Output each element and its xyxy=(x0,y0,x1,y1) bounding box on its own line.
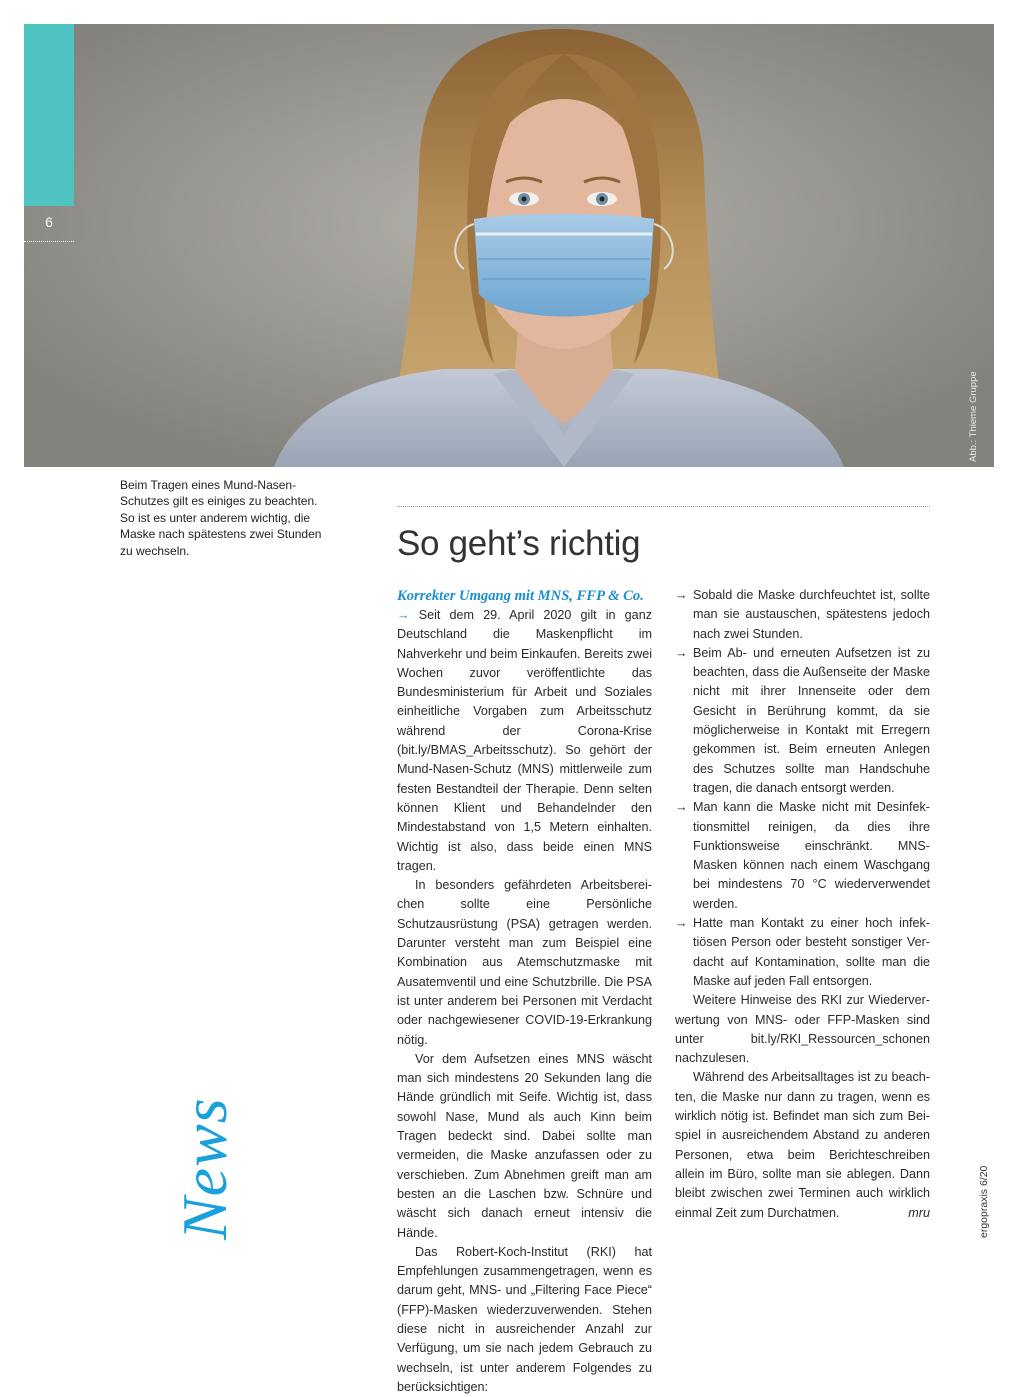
woman-with-mask-illustration xyxy=(24,24,994,467)
accent-tab xyxy=(24,24,74,206)
hero-photo xyxy=(24,24,994,467)
article-paragraph-1 xyxy=(397,606,652,876)
paragraph-6-text: Während des Arbeitsalltages ist zu beachten, die Maske nur dann zu tragen, wenn es wirklich nötig ist. Befindet man sich zum Beispiel in ausreichendem Abstand zu anderen Personen, etwa beim Berichteschreiben allein im Büro, sollte man sie ablegen. Dann bleibt zwischen zwei Terminen auch wirklich einmal Zeit zum Durchatmen. xyxy=(675,1070,930,1220)
page-number-rule xyxy=(24,241,74,242)
paragraph-1-text: Seit dem 29. April 2020 gilt in ganz Deutschland die Maskenpflicht im Nahverkehr und beim Einkaufen. Bereits zwei Wochen zuvor veröffentlichte das Bundesministerium für Arbeit und Soziales einheitliche Vorgaben zum Arbeitsschutz während der Corona-Krise (bit.ly/BMAS_Arbeitsschutz). So gehört der Mund-Nasen-Schutz (MNS) mittlerweile zum festen Bestandteil der Therapie. Denn selten können Klient und Behandelnder den Mindestabstand von 1,5 Metern einhalten. Wichtig ist also, dass beide einen MNS tragen. xyxy=(397,608,652,873)
section-label: News xyxy=(169,1097,240,1240)
article-paragraph-5: Weitere Hinweise des RKI zur Wiederverwertung von MNS- oder FFP-Masken sind unter bit.ly/RKI_Ressourcen_schonen nachzulesen. xyxy=(675,993,930,1066)
arrow-right-icon: → xyxy=(675,645,688,660)
image-caption: Beim Tragen eines Mund-Nasen-Schutzes gilt es einiges zu beachten. So ist es unter anderem wichtig, die Maske nach spätestens zwei Stunden zu wechseln. xyxy=(120,478,322,558)
article-paragraph-6 xyxy=(675,1068,930,1222)
bullet-text: Sobald die Maske durchfeuchtet ist, sollte man sie austauschen, spätestens jedoch nach zwei Stunden. xyxy=(693,588,930,641)
list-item xyxy=(675,586,930,644)
article-subtitle: Korrekter Umgang mit MNS, FFP & Co. xyxy=(397,588,644,604)
article-title: So geht’s richtig xyxy=(397,524,641,563)
article-paragraph-4: Das Robert-Koch-Institut (RKI) hat Empfehlungen zusammengetragen, wenn es darum geht, MNS- und „Filtering Face Piece“ (FFP)-Masken wiederzuverwenden. Stehen diese nicht in ausreichender Anzahl zur Verfügung, um sie nach jedem Gebrauch zu wechseln, ist unter anderem Folgendes zu berücksichtigen: xyxy=(397,1244,652,1394)
bullet-list xyxy=(675,586,930,991)
list-item xyxy=(675,798,930,914)
arrow-right-icon: → xyxy=(397,608,410,622)
article-paragraph-2: In besonders gefährdeten Arbeitsbereichen sollte eine Persönliche Schutzausrüstung (PSA) getragen werden. Darunter versteht man zum Beispiel eine Kombination aus Atemschutzmaske mit Ausatemventil und eine Schutzbrille. Die PSA ist unter anderem bei Personen mit Verdacht oder nachgewiesener COVID-19-Erkrankung nötig. xyxy=(397,878,652,1047)
author-signature: mru xyxy=(908,1205,930,1220)
article-column-1 xyxy=(397,586,652,1397)
arrow-right-icon: → xyxy=(675,588,688,602)
image-credit: Abb.: Thieme Gruppe xyxy=(968,371,979,462)
bullet-text: Hatte man Kontakt zu einer hoch infektiösen Person oder besteht sonstiger Verdacht auf Kontamination, sollte man die Maske auf jeden Fall entsorgen. xyxy=(693,916,930,988)
title-divider xyxy=(397,506,930,507)
article-column-2 xyxy=(675,586,930,1223)
bullet-text: Beim Ab- und erneuten Aufsetzen ist zu beachten, dass die Außenseite der Maske nicht mit ihrer Innenseite oder dem Gesicht in Berührung kommt, da sie möglicherweise in Kontakt mit Erregern gekommen ist. Beim erneuten Anlegen des Schutzes sollte man Handschuhe tragen, die danach entsorgt werden. xyxy=(693,645,930,795)
arrow-right-icon: → xyxy=(675,800,688,815)
page-number: 6 xyxy=(45,214,53,230)
article-paragraph-3: Vor dem Aufsetzen eines MNS wäscht man sich mindestens 20 Sekunden lang die Hände gründlich mit Seife. Wichtig ist, dass sowohl Nase, Mund als auch Kinn beim Tragen bedeckt sind. Dabei sollte man vermeiden, die Maske anzufassen oder zu verschieben. Zum Abnehmen greift man am besten an die Laschen bzw. Schnüre und wäscht sich danach erneut intensiv die Hände. xyxy=(397,1051,652,1240)
list-item xyxy=(675,644,930,798)
list-item xyxy=(675,914,930,991)
issue-label: ergopraxis 6/20 xyxy=(978,1165,990,1238)
arrow-right-icon: → xyxy=(675,916,688,931)
bullet-text: Man kann die Maske nicht mit Desinfektionsmittel reinigen, da dies ihre Funktionsweise einschränkt. MNS-Masken können nach einem Waschgang bei mindestens 70 °C wiederverwendet werden. xyxy=(693,800,930,911)
